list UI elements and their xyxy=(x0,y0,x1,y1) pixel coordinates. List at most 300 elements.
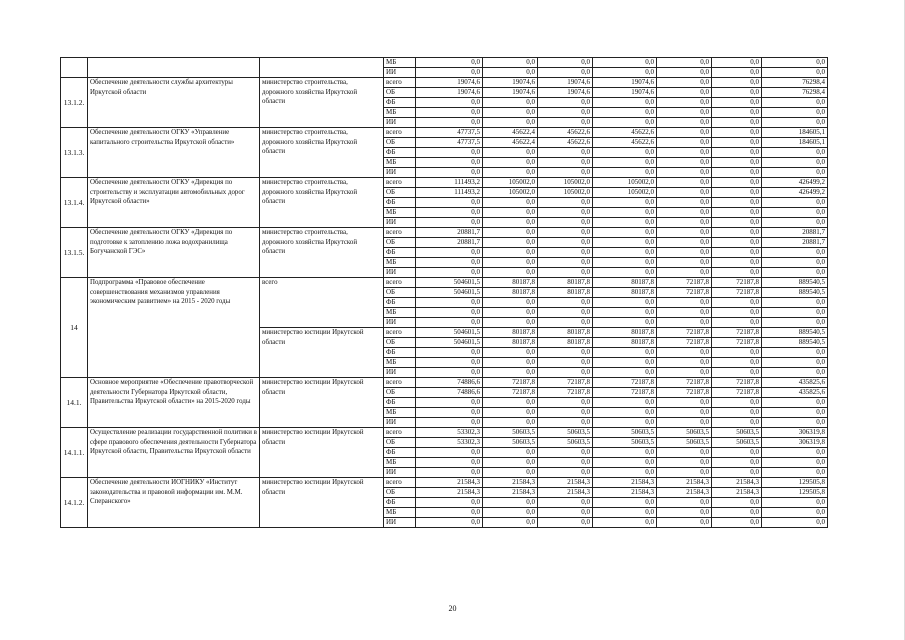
name-cell: Осуществление реализации государственной политики в сфере правового обеспечения деятельности Губернатора Иркутской области, Правительства Иркутской области xyxy=(88,428,260,478)
value-cell: 0,0 xyxy=(593,468,657,478)
name-cell: Обеспечение деятельности службы архитектуры Иркутской области xyxy=(88,78,260,128)
table-row xyxy=(61,378,828,388)
source-cell: ОБ xyxy=(384,238,416,248)
value-cell: 0,0 xyxy=(712,248,762,258)
budget-table xyxy=(60,57,828,528)
value-cell: 45622,4 xyxy=(483,128,538,138)
value-cell: 50603,5 xyxy=(593,428,657,438)
value-cell: 0,0 xyxy=(712,408,762,418)
value-cell: 0,0 xyxy=(712,318,762,328)
code-cell: 14 xyxy=(61,278,88,378)
source-cell: ИИ xyxy=(384,418,416,428)
value-cell: 0,0 xyxy=(762,118,828,128)
value-cell: 0,0 xyxy=(416,418,483,428)
source-cell: ИИ xyxy=(384,268,416,278)
value-cell: 0,0 xyxy=(416,58,483,68)
value-cell: 0,0 xyxy=(416,448,483,458)
value-cell: 0,0 xyxy=(538,148,593,158)
value-cell: 105002,0 xyxy=(483,178,538,188)
value-cell: 0,0 xyxy=(483,168,538,178)
source-cell: ИИ xyxy=(384,168,416,178)
value-cell: 105002,0 xyxy=(593,188,657,198)
value-cell: 0,0 xyxy=(657,198,712,208)
source-cell: ОБ xyxy=(384,88,416,98)
value-cell: 0,0 xyxy=(483,268,538,278)
value-cell: 0,0 xyxy=(483,408,538,418)
value-cell: 0,0 xyxy=(593,238,657,248)
value-cell: 889540,5 xyxy=(762,278,828,288)
value-cell: 0,0 xyxy=(712,298,762,308)
value-cell: 0,0 xyxy=(483,258,538,268)
value-cell: 0,0 xyxy=(593,418,657,428)
value-cell: 20881,7 xyxy=(416,228,483,238)
value-cell: 0,0 xyxy=(712,368,762,378)
value-cell: 50603,5 xyxy=(657,428,712,438)
value-cell: 0,0 xyxy=(416,518,483,528)
value-cell: 0,0 xyxy=(538,408,593,418)
value-cell: 0,0 xyxy=(538,268,593,278)
value-cell: 889540,5 xyxy=(762,288,828,298)
value-cell: 19074,6 xyxy=(483,78,538,88)
value-cell: 0,0 xyxy=(416,168,483,178)
value-cell: 0,0 xyxy=(593,108,657,118)
responsible-cell: министерство юстиции Иркутской области xyxy=(260,428,384,478)
value-cell: 0,0 xyxy=(657,248,712,258)
value-cell: 0,0 xyxy=(762,168,828,178)
value-cell: 0,0 xyxy=(712,418,762,428)
value-cell: 72187,8 xyxy=(657,388,712,398)
value-cell: 0,0 xyxy=(416,198,483,208)
value-cell: 306319,8 xyxy=(762,428,828,438)
value-cell: 0,0 xyxy=(538,258,593,268)
value-cell: 0,0 xyxy=(538,308,593,318)
value-cell: 21584,3 xyxy=(483,478,538,488)
name-cell: Основное мероприятие «Обеспечение правотворческой деятельности Губернатора Иркутской области, Правительства Иркутской области» на 2015-2020 годы xyxy=(88,378,260,428)
value-cell: 0,0 xyxy=(593,58,657,68)
value-cell: 0,0 xyxy=(657,518,712,528)
value-cell: 0,0 xyxy=(712,218,762,228)
code-cell: 13.1.3. xyxy=(61,128,88,178)
value-cell: 0,0 xyxy=(762,108,828,118)
value-cell: 504601,5 xyxy=(416,278,483,288)
value-cell: 0,0 xyxy=(538,198,593,208)
value-cell: 0,0 xyxy=(657,268,712,278)
value-cell: 0,0 xyxy=(593,408,657,418)
value-cell: 0,0 xyxy=(762,358,828,368)
value-cell: 72187,8 xyxy=(657,278,712,288)
value-cell: 0,0 xyxy=(712,58,762,68)
value-cell: 435825,6 xyxy=(762,378,828,388)
value-cell: 0,0 xyxy=(416,508,483,518)
value-cell: 72187,8 xyxy=(712,338,762,348)
value-cell: 0,0 xyxy=(762,518,828,528)
value-cell: 0,0 xyxy=(416,108,483,118)
value-cell: 0,0 xyxy=(762,208,828,218)
value-cell: 0,0 xyxy=(538,208,593,218)
value-cell: 19074,6 xyxy=(483,88,538,98)
value-cell: 0,0 xyxy=(483,498,538,508)
value-cell: 0,0 xyxy=(483,148,538,158)
value-cell: 0,0 xyxy=(657,408,712,418)
value-cell: 0,0 xyxy=(657,178,712,188)
value-cell: 21584,3 xyxy=(593,488,657,498)
code-cell: 13.1.4. xyxy=(61,178,88,228)
value-cell: 0,0 xyxy=(593,218,657,228)
value-cell: 0,0 xyxy=(593,228,657,238)
value-cell: 0,0 xyxy=(483,298,538,308)
value-cell: 0,0 xyxy=(593,148,657,158)
value-cell: 0,0 xyxy=(762,268,828,278)
source-cell: ОБ xyxy=(384,488,416,498)
value-cell: 0,0 xyxy=(657,238,712,248)
value-cell: 47737,5 xyxy=(416,128,483,138)
value-cell: 47737,5 xyxy=(416,138,483,148)
value-cell: 76298,4 xyxy=(762,78,828,88)
value-cell: 0,0 xyxy=(483,398,538,408)
value-cell: 0,0 xyxy=(416,458,483,468)
value-cell: 80187,8 xyxy=(483,288,538,298)
value-cell: 0,0 xyxy=(538,168,593,178)
source-cell: ФБ xyxy=(384,148,416,158)
value-cell: 129505,8 xyxy=(762,488,828,498)
value-cell: 0,0 xyxy=(762,198,828,208)
source-cell: всего xyxy=(384,328,416,338)
value-cell: 0,0 xyxy=(712,108,762,118)
value-cell: 80187,8 xyxy=(593,338,657,348)
value-cell: 0,0 xyxy=(483,348,538,358)
value-cell: 0,0 xyxy=(593,458,657,468)
value-cell: 889540,5 xyxy=(762,328,828,338)
value-cell: 0,0 xyxy=(483,368,538,378)
source-cell: всего xyxy=(384,128,416,138)
responsible-cell: министерство юстиции Иркутской области xyxy=(260,378,384,428)
value-cell: 80187,8 xyxy=(538,288,593,298)
value-cell: 0,0 xyxy=(538,298,593,308)
value-cell: 0,0 xyxy=(762,68,828,78)
source-cell: ОБ xyxy=(384,288,416,298)
value-cell: 20881,7 xyxy=(416,238,483,248)
value-cell: 0,0 xyxy=(483,508,538,518)
value-cell: 0,0 xyxy=(593,258,657,268)
value-cell: 0,0 xyxy=(762,58,828,68)
value-cell: 0,0 xyxy=(762,408,828,418)
value-cell: 0,0 xyxy=(762,508,828,518)
value-cell: 0,0 xyxy=(712,178,762,188)
value-cell: 0,0 xyxy=(593,298,657,308)
value-cell: 0,0 xyxy=(657,78,712,88)
value-cell: 0,0 xyxy=(657,128,712,138)
value-cell: 0,0 xyxy=(593,318,657,328)
value-cell: 0,0 xyxy=(762,298,828,308)
value-cell: 0,0 xyxy=(538,508,593,518)
value-cell: 0,0 xyxy=(712,138,762,148)
value-cell: 0,0 xyxy=(762,98,828,108)
value-cell: 0,0 xyxy=(657,188,712,198)
table-row xyxy=(61,278,828,288)
value-cell: 0,0 xyxy=(762,468,828,478)
value-cell: 184605,1 xyxy=(762,128,828,138)
value-cell: 0,0 xyxy=(483,208,538,218)
value-cell: 0,0 xyxy=(483,218,538,228)
value-cell: 0,0 xyxy=(538,248,593,258)
value-cell: 0,0 xyxy=(416,298,483,308)
value-cell: 0,0 xyxy=(712,498,762,508)
value-cell: 0,0 xyxy=(593,508,657,518)
source-cell: МБ xyxy=(384,308,416,318)
value-cell: 0,0 xyxy=(416,358,483,368)
value-cell: 0,0 xyxy=(538,398,593,408)
source-cell: ИИ xyxy=(384,368,416,378)
value-cell: 0,0 xyxy=(657,68,712,78)
value-cell: 0,0 xyxy=(593,308,657,318)
value-cell: 0,0 xyxy=(538,458,593,468)
source-cell: всего xyxy=(384,428,416,438)
value-cell: 426499,2 xyxy=(762,178,828,188)
value-cell: 0,0 xyxy=(416,368,483,378)
source-cell: МБ xyxy=(384,258,416,268)
value-cell: 21584,3 xyxy=(712,488,762,498)
value-cell: 0,0 xyxy=(657,118,712,128)
value-cell: 0,0 xyxy=(712,348,762,358)
value-cell: 0,0 xyxy=(593,248,657,258)
value-cell: 0,0 xyxy=(538,318,593,328)
value-cell: 72187,8 xyxy=(657,288,712,298)
value-cell: 0,0 xyxy=(657,258,712,268)
value-cell: 0,0 xyxy=(483,518,538,528)
value-cell: 0,0 xyxy=(657,138,712,148)
value-cell: 105002,0 xyxy=(483,188,538,198)
value-cell: 0,0 xyxy=(593,368,657,378)
responsible-cell: всего xyxy=(260,278,384,328)
value-cell: 72187,8 xyxy=(712,388,762,398)
value-cell: 74886,6 xyxy=(416,388,483,398)
value-cell: 0,0 xyxy=(657,98,712,108)
value-cell: 0,0 xyxy=(657,208,712,218)
value-cell: 0,0 xyxy=(538,98,593,108)
source-cell: ФБ xyxy=(384,298,416,308)
value-cell: 0,0 xyxy=(416,258,483,268)
value-cell: 0,0 xyxy=(712,118,762,128)
value-cell: 0,0 xyxy=(593,68,657,78)
value-cell: 0,0 xyxy=(762,218,828,228)
value-cell: 0,0 xyxy=(657,88,712,98)
value-cell: 0,0 xyxy=(762,318,828,328)
value-cell: 0,0 xyxy=(762,308,828,318)
value-cell: 72187,8 xyxy=(538,378,593,388)
code-cell: 14.1.2. xyxy=(61,478,88,528)
value-cell: 0,0 xyxy=(538,218,593,228)
value-cell: 80187,8 xyxy=(593,278,657,288)
value-cell: 0,0 xyxy=(593,358,657,368)
value-cell: 50603,5 xyxy=(593,438,657,448)
value-cell: 0,0 xyxy=(712,238,762,248)
value-cell: 0,0 xyxy=(538,418,593,428)
value-cell: 0,0 xyxy=(538,518,593,528)
source-cell: ИИ xyxy=(384,318,416,328)
value-cell: 0,0 xyxy=(483,418,538,428)
responsible-cell: министерство строительства, дорожного хозяйства Иркутской области xyxy=(260,178,384,228)
value-cell: 0,0 xyxy=(712,468,762,478)
value-cell: 19074,6 xyxy=(416,88,483,98)
budget-table-container xyxy=(60,57,827,528)
value-cell: 0,0 xyxy=(712,158,762,168)
value-cell: 0,0 xyxy=(712,98,762,108)
responsible-cell: министерство строительства, дорожного хозяйства Иркутской области xyxy=(260,128,384,178)
value-cell: 0,0 xyxy=(483,308,538,318)
value-cell: 21584,3 xyxy=(657,478,712,488)
value-cell: 21584,3 xyxy=(416,488,483,498)
source-cell: всего xyxy=(384,478,416,488)
value-cell: 72187,8 xyxy=(593,388,657,398)
value-cell: 0,0 xyxy=(416,98,483,108)
source-cell: МБ xyxy=(384,108,416,118)
value-cell: 0,0 xyxy=(538,228,593,238)
value-cell: 0,0 xyxy=(712,448,762,458)
value-cell: 0,0 xyxy=(657,158,712,168)
value-cell: 72187,8 xyxy=(712,328,762,338)
value-cell: 0,0 xyxy=(593,168,657,178)
source-cell: ФБ xyxy=(384,198,416,208)
table-row xyxy=(61,478,828,488)
value-cell: 80187,8 xyxy=(483,328,538,338)
value-cell: 0,0 xyxy=(538,158,593,168)
value-cell: 80187,8 xyxy=(538,338,593,348)
value-cell: 80187,8 xyxy=(483,278,538,288)
value-cell: 435825,6 xyxy=(762,388,828,398)
table-row xyxy=(61,228,828,238)
value-cell: 0,0 xyxy=(483,68,538,78)
value-cell: 0,0 xyxy=(538,468,593,478)
source-cell: ФБ xyxy=(384,448,416,458)
source-cell: ИИ xyxy=(384,218,416,228)
value-cell: 0,0 xyxy=(657,58,712,68)
value-cell: 50603,5 xyxy=(712,428,762,438)
value-cell: 0,0 xyxy=(483,158,538,168)
value-cell: 105002,0 xyxy=(593,178,657,188)
value-cell: 80187,8 xyxy=(538,278,593,288)
value-cell: 0,0 xyxy=(483,58,538,68)
value-cell: 72187,8 xyxy=(483,388,538,398)
source-cell: ИИ xyxy=(384,68,416,78)
value-cell: 0,0 xyxy=(416,218,483,228)
value-cell: 0,0 xyxy=(538,238,593,248)
value-cell: 0,0 xyxy=(593,448,657,458)
value-cell: 72187,8 xyxy=(657,378,712,388)
value-cell: 0,0 xyxy=(483,108,538,118)
value-cell: 0,0 xyxy=(762,398,828,408)
value-cell: 0,0 xyxy=(538,498,593,508)
value-cell: 0,0 xyxy=(762,368,828,378)
value-cell: 0,0 xyxy=(538,118,593,128)
value-cell: 72187,8 xyxy=(712,288,762,298)
value-cell: 0,0 xyxy=(657,228,712,238)
value-cell: 504601,5 xyxy=(416,338,483,348)
value-cell: 0,0 xyxy=(483,458,538,468)
value-cell: 0,0 xyxy=(657,498,712,508)
value-cell: 0,0 xyxy=(657,218,712,228)
value-cell: 19074,6 xyxy=(593,88,657,98)
source-cell: ФБ xyxy=(384,348,416,358)
value-cell: 0,0 xyxy=(593,348,657,358)
value-cell: 53302,3 xyxy=(416,428,483,438)
value-cell: 21584,3 xyxy=(593,478,657,488)
value-cell: 0,0 xyxy=(657,148,712,158)
value-cell: 72187,8 xyxy=(593,378,657,388)
value-cell: 0,0 xyxy=(483,228,538,238)
value-cell: 50603,5 xyxy=(483,428,538,438)
value-cell: 111493,2 xyxy=(416,178,483,188)
value-cell: 0,0 xyxy=(657,308,712,318)
value-cell: 129505,8 xyxy=(762,478,828,488)
value-cell: 0,0 xyxy=(593,118,657,128)
table-row xyxy=(61,428,828,438)
value-cell: 0,0 xyxy=(416,68,483,78)
code-cell xyxy=(61,58,88,78)
responsible-cell: министерство строительства, дорожного хозяйства Иркутской области xyxy=(260,78,384,128)
value-cell: 0,0 xyxy=(416,208,483,218)
value-cell: 0,0 xyxy=(762,498,828,508)
value-cell: 0,0 xyxy=(712,398,762,408)
source-cell: ФБ xyxy=(384,248,416,258)
value-cell: 0,0 xyxy=(762,258,828,268)
value-cell: 80187,8 xyxy=(483,338,538,348)
value-cell: 0,0 xyxy=(657,468,712,478)
value-cell: 0,0 xyxy=(712,188,762,198)
value-cell: 0,0 xyxy=(762,348,828,358)
code-cell: 14.1. xyxy=(61,378,88,428)
value-cell: 0,0 xyxy=(762,248,828,258)
value-cell: 0,0 xyxy=(483,98,538,108)
value-cell: 0,0 xyxy=(483,248,538,258)
name-cell xyxy=(88,58,260,78)
source-cell: ИИ xyxy=(384,118,416,128)
value-cell: 0,0 xyxy=(416,158,483,168)
source-cell: всего xyxy=(384,228,416,238)
source-cell: ИИ xyxy=(384,468,416,478)
value-cell: 19074,6 xyxy=(538,88,593,98)
value-cell: 45622,6 xyxy=(538,138,593,148)
value-cell: 0,0 xyxy=(593,198,657,208)
value-cell: 0,0 xyxy=(657,448,712,458)
name-cell: Обеспечение деятельности ОГКУ «Дирекция по строительству и эксплуатации автомобильных дорог Иркутской области» xyxy=(88,178,260,228)
value-cell: 72187,8 xyxy=(657,338,712,348)
value-cell: 74886,6 xyxy=(416,378,483,388)
value-cell: 0,0 xyxy=(762,148,828,158)
responsible-cell: министерство строительства, дорожного хозяйства Иркутской области xyxy=(260,228,384,278)
name-cell: Обеспечение деятельности ОГКУ «Дирекция по подготовке к затоплению ложа водохранилища Богучанской ГЭС» xyxy=(88,228,260,278)
value-cell: 0,0 xyxy=(538,358,593,368)
value-cell: 45622,6 xyxy=(538,128,593,138)
value-cell: 72187,8 xyxy=(483,378,538,388)
value-cell: 0,0 xyxy=(712,88,762,98)
value-cell: 0,0 xyxy=(712,208,762,218)
value-cell: 0,0 xyxy=(593,268,657,278)
source-cell: ОБ xyxy=(384,338,416,348)
name-cell: Обеспечение деятельности ИОГНИКУ «Институт законодательства и правовой информации им. М.М. Сперанского» xyxy=(88,478,260,528)
value-cell: 0,0 xyxy=(762,458,828,468)
source-cell: МБ xyxy=(384,508,416,518)
source-cell: ОБ xyxy=(384,138,416,148)
value-cell: 0,0 xyxy=(416,398,483,408)
value-cell: 105002,0 xyxy=(538,178,593,188)
source-cell: всего xyxy=(384,178,416,188)
value-cell: 0,0 xyxy=(538,68,593,78)
value-cell: 0,0 xyxy=(712,458,762,468)
value-cell: 0,0 xyxy=(593,208,657,218)
table-row xyxy=(61,128,828,138)
value-cell: 72187,8 xyxy=(538,388,593,398)
value-cell: 0,0 xyxy=(712,358,762,368)
